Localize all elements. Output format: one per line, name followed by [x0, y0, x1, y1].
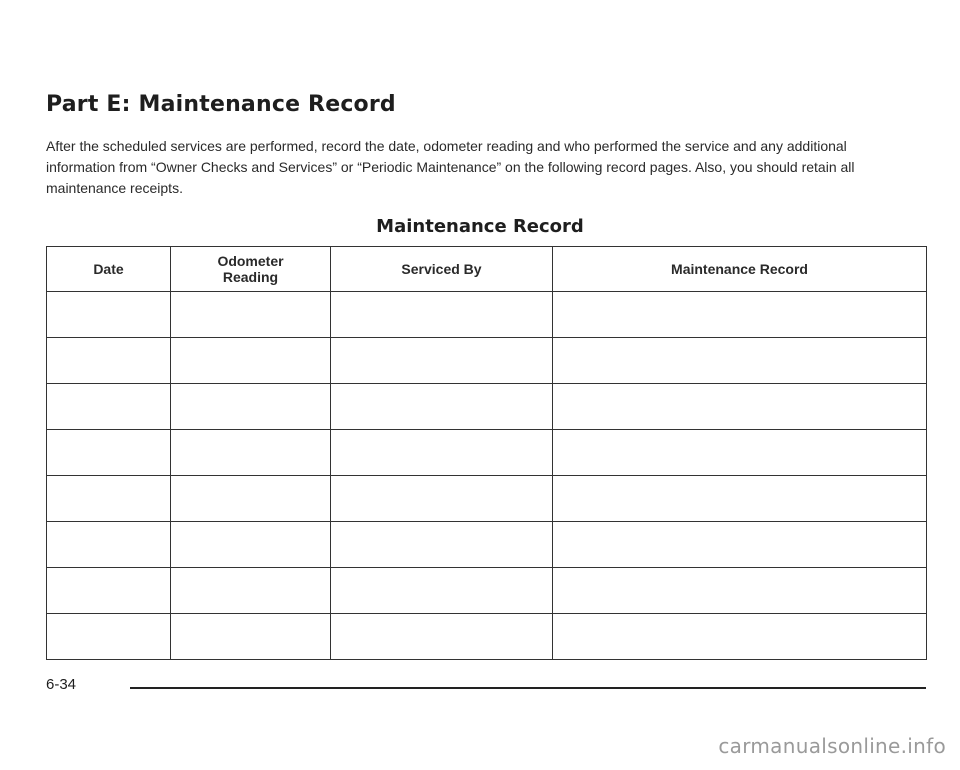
- column-header-maintenance-record: Maintenance Record: [553, 247, 927, 292]
- table-cell: [553, 522, 927, 568]
- table-cell: [331, 568, 553, 614]
- column-header-odometer-label: Odometer Reading: [217, 253, 284, 285]
- table-cell: [47, 522, 171, 568]
- table-cell: [553, 476, 927, 522]
- table-cell: [47, 568, 171, 614]
- table-cell: [171, 476, 331, 522]
- table-cell: [47, 614, 171, 660]
- table-cell: [47, 292, 171, 338]
- table-cell: [171, 338, 331, 384]
- table-cell: [171, 522, 331, 568]
- table-cell: [553, 338, 927, 384]
- intro-paragraph: After the scheduled services are performed, record the date, odometer reading and who performed the service and any additional information from “Owner Checks and Services” or “Periodic Maintenance” on the following record pages. Also, you should retain all maintenance receipts.: [46, 138, 855, 196]
- table-header-row: [47, 247, 927, 292]
- table-cell: [47, 430, 171, 476]
- table-cell: [331, 476, 553, 522]
- table-row: [47, 476, 927, 522]
- page-footer: [46, 676, 926, 696]
- table-cell: [331, 522, 553, 568]
- page-title: Part E: Maintenance Record: [46, 92, 396, 117]
- table-row: [47, 568, 927, 614]
- table-row: [47, 614, 927, 660]
- page-number: 6-34: [46, 676, 77, 693]
- column-header-serviced-by: Serviced By: [331, 247, 553, 292]
- maintenance-record-table: [46, 246, 927, 660]
- table-cell: [553, 292, 927, 338]
- table-row: [47, 338, 927, 384]
- table-cell: [47, 338, 171, 384]
- table-cell: [171, 384, 331, 430]
- table-cell: [553, 614, 927, 660]
- table-row: [47, 384, 927, 430]
- footer-rule: [130, 687, 926, 689]
- table-cell: [331, 338, 553, 384]
- table-cell: [331, 430, 553, 476]
- table-row: [47, 430, 927, 476]
- table-cell: [553, 384, 927, 430]
- table-cell: [47, 384, 171, 430]
- table-cell: [331, 614, 553, 660]
- table-cell: [171, 430, 331, 476]
- watermark: carmanualsonline.info: [718, 734, 946, 758]
- table-row: [47, 292, 927, 338]
- column-header-odometer-reading: [171, 247, 331, 292]
- table-cell: [553, 568, 927, 614]
- table-cell: [331, 384, 553, 430]
- table-cell: [171, 568, 331, 614]
- table-cell: [331, 292, 553, 338]
- table-title: Maintenance Record: [376, 216, 584, 237]
- table-cell: [171, 292, 331, 338]
- table-row: [47, 522, 927, 568]
- table-cell: [553, 430, 927, 476]
- table-cell: [171, 614, 331, 660]
- table-cell: [47, 476, 171, 522]
- column-header-date: Date: [47, 247, 171, 292]
